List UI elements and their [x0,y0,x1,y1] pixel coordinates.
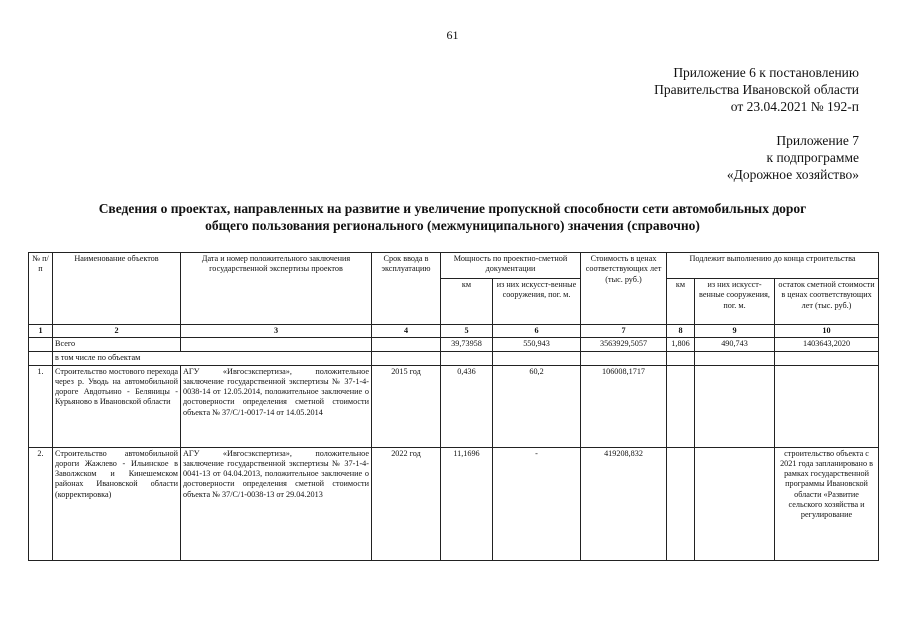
header-capacity-art: из них искусст-венные сооружения, пог. м. [493,279,581,325]
header-remaining-art: из них искусст-венные сооружения, пог. м. [695,279,775,325]
total-num [29,338,53,352]
index-cell: 5 [441,325,493,338]
total-art: 550,943 [493,338,581,352]
index-cell: 2 [53,325,181,338]
total-row [29,338,879,352]
subheader-cell [441,352,493,365]
index-cell: 6 [493,325,581,338]
index-cell: 7 [581,325,667,338]
appendix-6-note [654,64,859,115]
subheader-cell [581,352,667,365]
total-rem-km: 1,806 [667,338,695,352]
row-rem-km [667,365,695,447]
table-row [29,365,879,447]
total-conclusion [181,338,372,352]
header-name: Наименование объектов [53,253,181,325]
row-term: 2015 год [372,365,441,447]
row-rem-art [695,365,775,447]
total-rem-art: 490,743 [695,338,775,352]
row-num: 2. [29,447,53,560]
page-number: 61 [446,28,459,42]
subheader-cell [695,352,775,365]
header-capacity: Мощность по проектно-сметной документации [441,253,581,279]
row-name: Строительство мостового перехода через р. Уводь на автомобильной дороге Авдотьино - Беляницы - Курьяново в Ивановской области [53,365,181,447]
row-art: 60,2 [493,365,581,447]
index-cell: 4 [372,325,441,338]
row-rem-km [667,447,695,560]
table-row [29,447,879,560]
index-cell: 8 [667,325,695,338]
total-cost: 3563929,5057 [581,338,667,352]
appendix-7-line3: «Дорожное хозяйство» [726,167,859,182]
total-term [372,338,441,352]
header-remaining-cost: остаток сметной стоимости в ценах соответствующих лет (тыс. руб.) [775,279,879,325]
row-term: 2022 год [372,447,441,560]
total-km: 39,73958 [441,338,493,352]
title-line2: общего пользования регионального (межмуниципального) значения (справочно) [205,218,700,233]
appendix-7-line1: Приложение 7 [776,133,859,148]
appendix-6-line3: от 23.04.2021 № 192-п [730,99,859,114]
row-cost: 419208,832 [581,447,667,560]
appendix-7-note [727,132,859,183]
index-cell: 10 [775,325,879,338]
index-cell: 1 [29,325,53,338]
row-km: 0,436 [441,365,493,447]
document-title [40,200,865,234]
subheader-cell [372,352,441,365]
total-label: Всего [53,338,181,352]
subheader-label: в том числе по объектам [53,352,372,365]
appendix-6-line1: Приложение 6 к постановлению [673,65,859,80]
projects-table [28,252,879,561]
header-cost: Стоимость в ценах соответствующих лет (тыс. руб.) [581,253,667,325]
header-num: № п/п [29,253,53,325]
appendix-7-line2: к подпрограмме [766,150,859,165]
subheader-cell [493,352,581,365]
row-name: Строительство автомобильной дороги Жажлево - Ильинское в Заволжском и Кинешемском районах Ивановской области (корректировка) [53,447,181,560]
subheader-cell [667,352,695,365]
total-rem-cost: 1403643,2020 [775,338,879,352]
row-conclusion: АГУ «Ивгосэкспертиза», положительное заключение государственной экспертизы № 37-1-4-0038-14 от 12.05.2014, положительное заключение о достоверности определения сметной стоимости объекта № 37/С/1-0017-14 от 14.05.2014 [181,365,372,447]
subheader-cell [775,352,879,365]
index-row [29,325,879,338]
header-conclusion: Дата и номер положительного заключения государственной экспертизы проектов [181,253,372,325]
row-rem-cost: строительство объекта с 2021 года запланировано в рамках государственной программы Ивановской области «Развитие сельского хозяйства и регулирование [775,447,879,560]
header-remaining-km: км [667,279,695,325]
row-km: 11,1696 [441,447,493,560]
header-remaining: Подлежит выполнению до конца строительства [667,253,879,279]
header-term: Срок ввода в эксплуатацию [372,253,441,325]
row-art: - [493,447,581,560]
header-row-1 [29,253,879,279]
index-cell: 3 [181,325,372,338]
title-line1: Сведения о проектах, направленных на развитие и увеличение пропускной способности сети автомобильных дорог [98,201,807,216]
index-cell: 9 [695,325,775,338]
row-num: 1. [29,365,53,447]
appendix-6-line2: Правительства Ивановской области [654,82,859,97]
row-rem-art [695,447,775,560]
subheader-num [29,352,53,365]
row-cost: 106008,1717 [581,365,667,447]
row-rem-cost [775,365,879,447]
header-capacity-km: км [441,279,493,325]
row-conclusion: АГУ «Ивгосэкспертиза», положительное заключение государственной экспертизы № 37-1-4-0041-13 от 04.04.2013, положительное заключение о достоверности определения сметной стоимости объекта № 37/С/1-0038-13 от 29.04.2013 [181,447,372,560]
subheader-row [29,352,879,365]
